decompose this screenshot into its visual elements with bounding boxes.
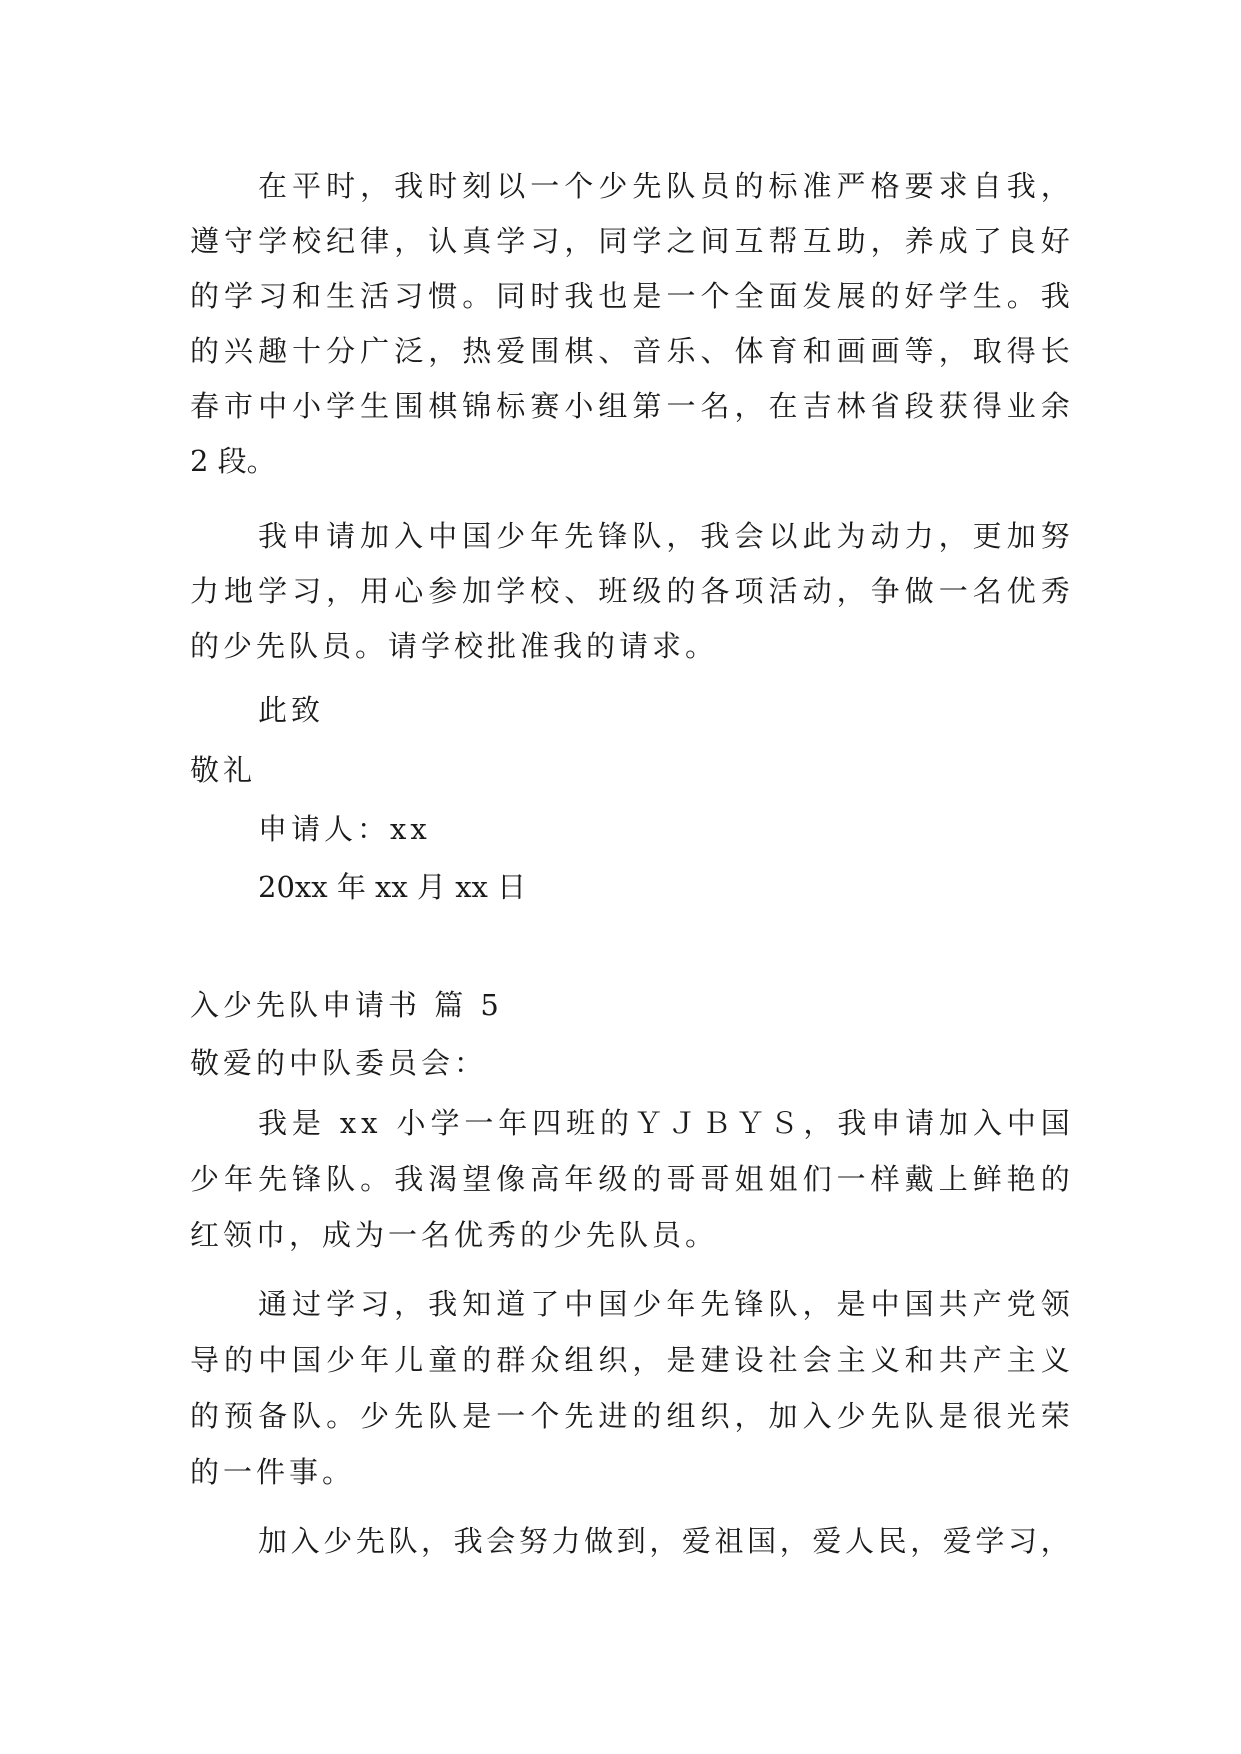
paragraph-line: 导 的 中 国 少 年 儿 童 的 群 众 组 织 ， 是 建 设 社 会 主 义 和 共 产 主 义 [190,1343,1070,1377]
salutation: 敬爱的中队委员会： [190,1046,488,1080]
paragraph-line: 在 平 时 ， 我 时 刻 以 一 个 少 先 队 员 的 标 准 严 格 要 求 自 我 ， [258,169,1070,203]
paragraph-line: 少 年 先 锋 队 。 我 渴 望 像 高 年 级 的 哥 哥 姐 姐 们 一 样 戴 上 鲜 艳 的 [190,1162,1070,1196]
closing-salutation: 此致 [258,693,325,727]
paragraph-line: 我 申 请 加 入 中 国 少 年 先 锋 队 ， 我 会 以 此 为 动 力 ， 更 加 努 [258,519,1070,553]
section-title: 入少先队申请书 篇 5 [190,988,503,1022]
paragraph-line: 的少先队员。请学校批准我的请求。 [190,629,719,663]
paragraph-line: 通 过 学 习 ， 我 知 道 了 中 国 少 年 先 锋 队 ， 是 中 国 共 产 党 领 [258,1287,1070,1321]
paragraph-line: 力 地 学 习 ， 用 心 参 加 学 校 、 班 级 的 各 项 活 动 ， 争 做 一 名 优 秀 [190,574,1070,608]
application-date: 20xx 年 xx 月 xx 日 [258,870,527,904]
paragraph-line: 我 是 x x 小 学 一 年 四 班 的 Ｙ Ｊ Ｂ Ｙ Ｓ ， 我 申 请 加 入 中 国 [258,1106,1070,1140]
paragraph-line: 的 兴 趣 十 分 广 泛 ， 热 爱 围 棋 、 音 乐 、 体 育 和 画 画 等 ， 取 得 长 [190,334,1070,368]
paragraph-line: 遵 守 学 校 纪 律 ， 认 真 学 习 ， 同 学 之 间 互 帮 互 助 ， 养 成 了 良 好 [190,224,1070,258]
paragraph-line: 的 学 习 和 生 活 习 惯 。 同 时 我 也 是 一 个 全 面 发 展 的 好 学 生 。 我 [190,279,1070,313]
paragraph-line: 的一件事。 [190,1455,356,1489]
paragraph-line: 红领巾，成为一名优秀的少先队员。 [190,1218,719,1252]
closing-regards: 敬礼 [190,753,257,787]
paragraph-line: 的 预 备 队 。 少 先 队 是 一 个 先 进 的 组 织 ， 加 入 少 先 队 是 很 光 荣 [190,1399,1070,1433]
paragraph-line: 春 市 中 小 学 生 围 棋 锦 标 赛 小 组 第 一 名 ， 在 吉 林 省 段 获 得 业 余 [190,389,1070,423]
paragraph-line: 2 段。 [190,444,276,478]
paragraph-line: 加 入 少 先 队 ， 我 会 努 力 做 到 ， 爱 祖 国 ， 爱 人 民 ， 爱 学 习 ， [258,1524,1070,1558]
applicant-signature: 申请人：xx [258,812,431,846]
